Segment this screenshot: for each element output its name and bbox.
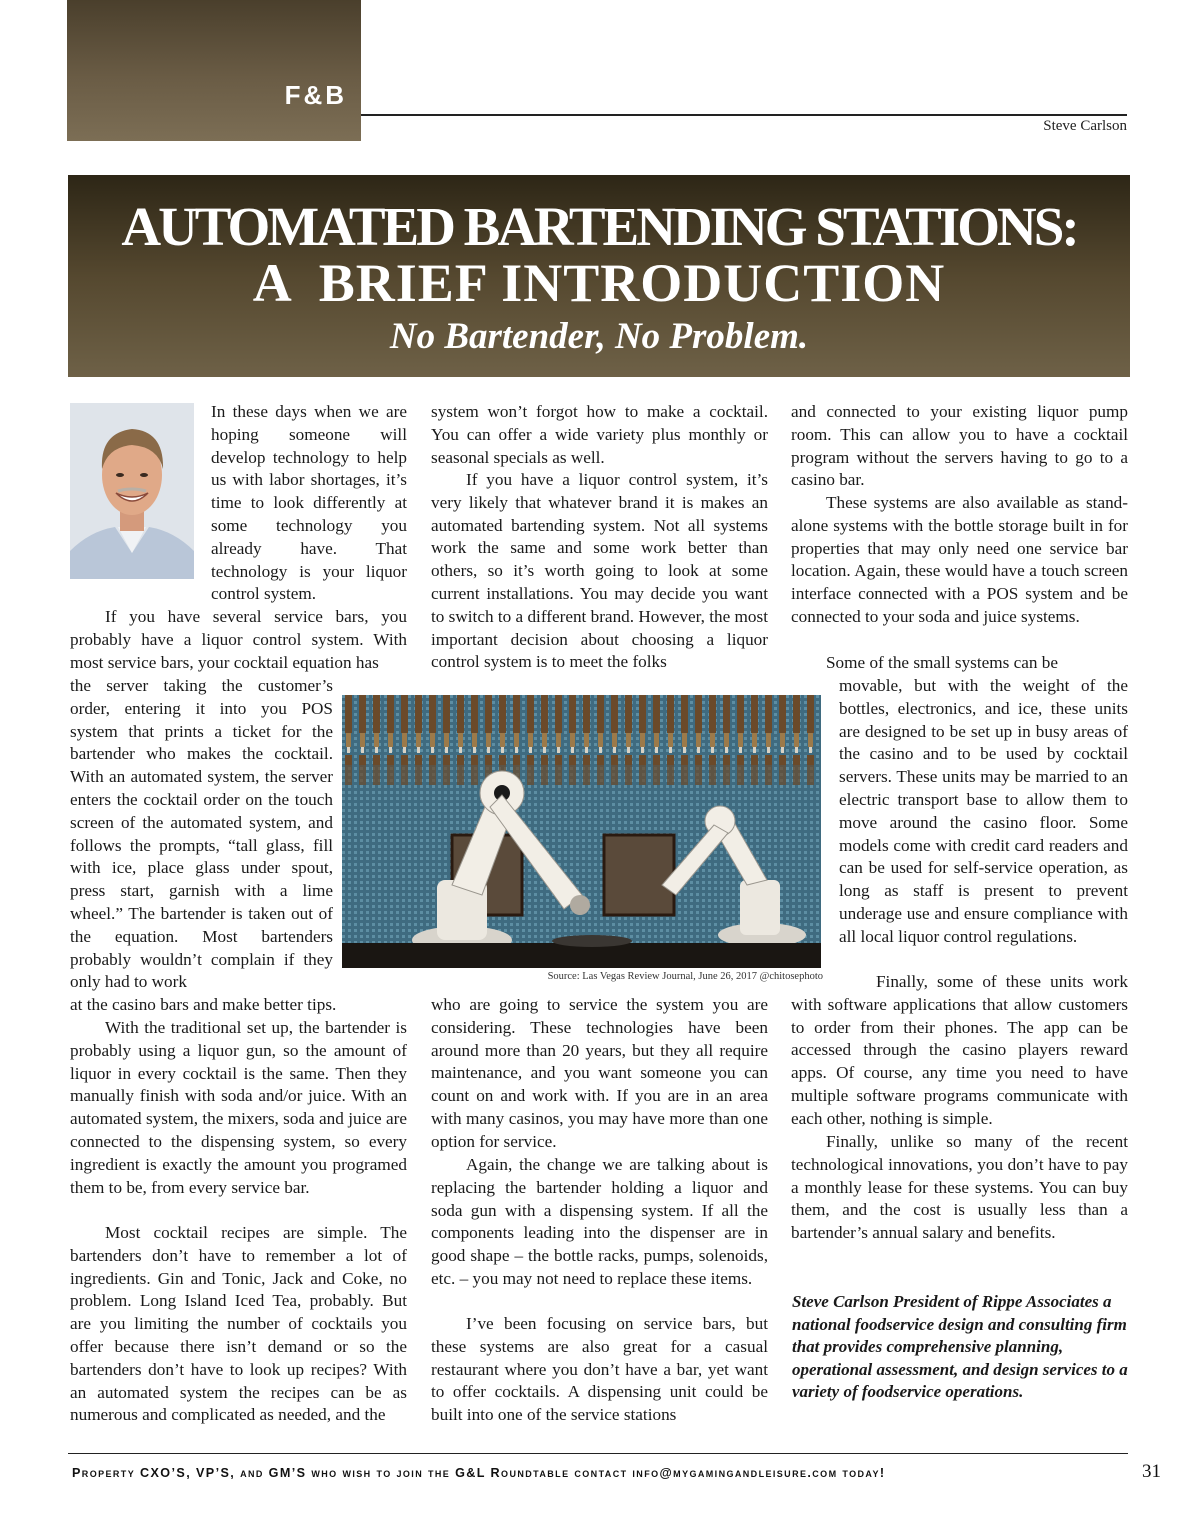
col3-paragraph-3b: movable, but with the weight of the bottles, electronics, and ice, these units are designed to be set up in busy areas of the casino and to be used by cocktail servers. These units may be married to an electric transport base to allow them to move around the casino floor. Some models come with credit card readers and can be used for self-service operation, as long as staff is present to prevent underage use and ensure compliance with all local liquor control regulations. [839, 676, 1128, 946]
col1-paragraph-1c: at the casino bars and make better tips. [70, 995, 337, 1014]
author-bio: Steve Carlson President of Rippe Associates a national foodservice design and consulting firm that provides comprehensive planning, operational assessment, and design services to a variety of foodservice operations. [792, 1292, 1128, 1402]
section-label: F&B [284, 80, 347, 110]
col3-paragraph-2: These systems are also available as stand-alone systems with the bottle storage built in for properties that may only need one service bar location. Again, these would have a touch screen interface connected with a POS system and be connected to your soda and juice systems. [791, 493, 1128, 626]
col3-paragraph-5: Finally, unlike so many of the recent technological innovations, you don’t have to pay a monthly lease for these systems. You can buy them, and the cost is usually less than a bartender’s annual salary and benefits. [791, 1132, 1128, 1243]
article-subtitle: No Bartender, No Problem. [389, 316, 809, 357]
article-title-line2: A BRIEF INTRODUCTION [252, 253, 946, 313]
title-banner [68, 175, 1130, 377]
footer-rule [68, 1453, 1128, 1454]
author-portrait-image [70, 403, 194, 579]
robot-bartender-photo [342, 695, 821, 968]
col1-paragraph-1a: If you have several service bars, you probably have a liquor control system. With most service bars, your cocktail equation has [70, 607, 407, 672]
col2-paragraph-1: system won’t forgot how to make a cocktail. You can offer a wide variety plus monthly or seasonal specials as well. [431, 402, 768, 467]
col2-paragraph-3: Again, the change we are talking about is replacing the bartender holding a liquor and soda gun with a dispensing system. If all the components leading into the dispenser are in good shape – the bottle racks, pumps, solenoids, etc. – you may not need to replace these items. [431, 1155, 768, 1288]
author-byline: Steve Carlson [1043, 118, 1127, 134]
col1-paragraph-3: Most cocktail recipes are simple. The bartenders don’t have to remember a lot of ingredients. Gin and Tonic, Jack and Coke, no problem. Long Island Iced Tea, probably. But are you limiting the number of cocktails you offer because there isn’t demand or so the bartenders don’t have to look up recipes? With an automated system the recipes can be as numerous and complicated as needed, and the [70, 1223, 407, 1425]
author-photo [70, 403, 194, 579]
col3-paragraph-3a: Some of the small systems can be [826, 653, 1058, 672]
intro-paragraph: In these days when we are hoping someone will develop technology to help us with labor shortages, it’s time to look differently at some technology you already have. That technology is your liquor control system. [211, 402, 407, 604]
page-number: 31 [1142, 1461, 1161, 1482]
footer-roundtable-notice: Property CXO’S, VP’S, and GM’S who wish to join the G&L Roundtable contact info@mygamingandleisure.com today! [72, 1466, 886, 1480]
robot-bar-image [342, 695, 821, 968]
section-tab [67, 0, 361, 141]
col1-paragraph-1b: the server taking the customer’s order, entering it into you POS system that prints a ticket for the bartender who makes the cocktail. With an automated system, the server enters the cocktail order on the touch screen of the automated system, and follows the prompts, “tall glass, fill with ice, place glass under spout, press start, garnish with a lime wheel.” The bartender is taken out of the equation. Most bartenders probably wouldn’t complain if they only had to work [70, 676, 333, 992]
article-title-line1: AUTOMATED BARTENDING STATIONS: [121, 196, 1077, 257]
photo-caption: Source: Las Vegas Review Journal, June 26, 2017 @chitosephoto [547, 971, 823, 982]
col3-paragraph-1: and connected to your existing liquor pump room. This can allow you to have a cocktail program without the servers having to go to a casino bar. [791, 402, 1128, 490]
col2-paragraph-2b: who are going to service the system you are considering. These technologies have been around more than 20 years, but they all require maintenance, and you want someone you can count on and work with. If you are in an area with many casinos, you may have more than one option for service. [431, 995, 768, 1151]
header-rule [361, 114, 1127, 116]
col1-paragraph-2: With the traditional set up, the bartender is probably using a liquor gun, so the amount of liquor in every cocktail is the same. Then they manually finish with soda and/or juice. With an automated system, the mixers, soda and juice are connected to the dispensing system, so every ingredient is exactly the amount you programed them to be, from every service bar. [70, 1018, 407, 1197]
col2-paragraph-4: I’ve been focusing on service bars, but these systems are also great for a casual restaurant where you don’t have a bar, yet want to offer cocktails. A dispensing unit could be built into one of the service stations [431, 1314, 768, 1425]
col2-paragraph-2a: If you have a liquor control system, it’s very likely that whatever brand it is makes an automated bartending system. Not all systems work the same and some work better than others, so it’s worth going to look at some current installations. You may decide you want to switch to a different brand. However, the most important decision about choosing a liquor control system is to meet the folks [431, 470, 768, 672]
col3-paragraph-4: Finally, some of these units work with software applications that allow customers to order from their phones. The app can be accessed through the casino players reward apps. Of course, any time you need to have multiple software programs communicate with each other, nothing is simple. [791, 972, 1128, 1128]
